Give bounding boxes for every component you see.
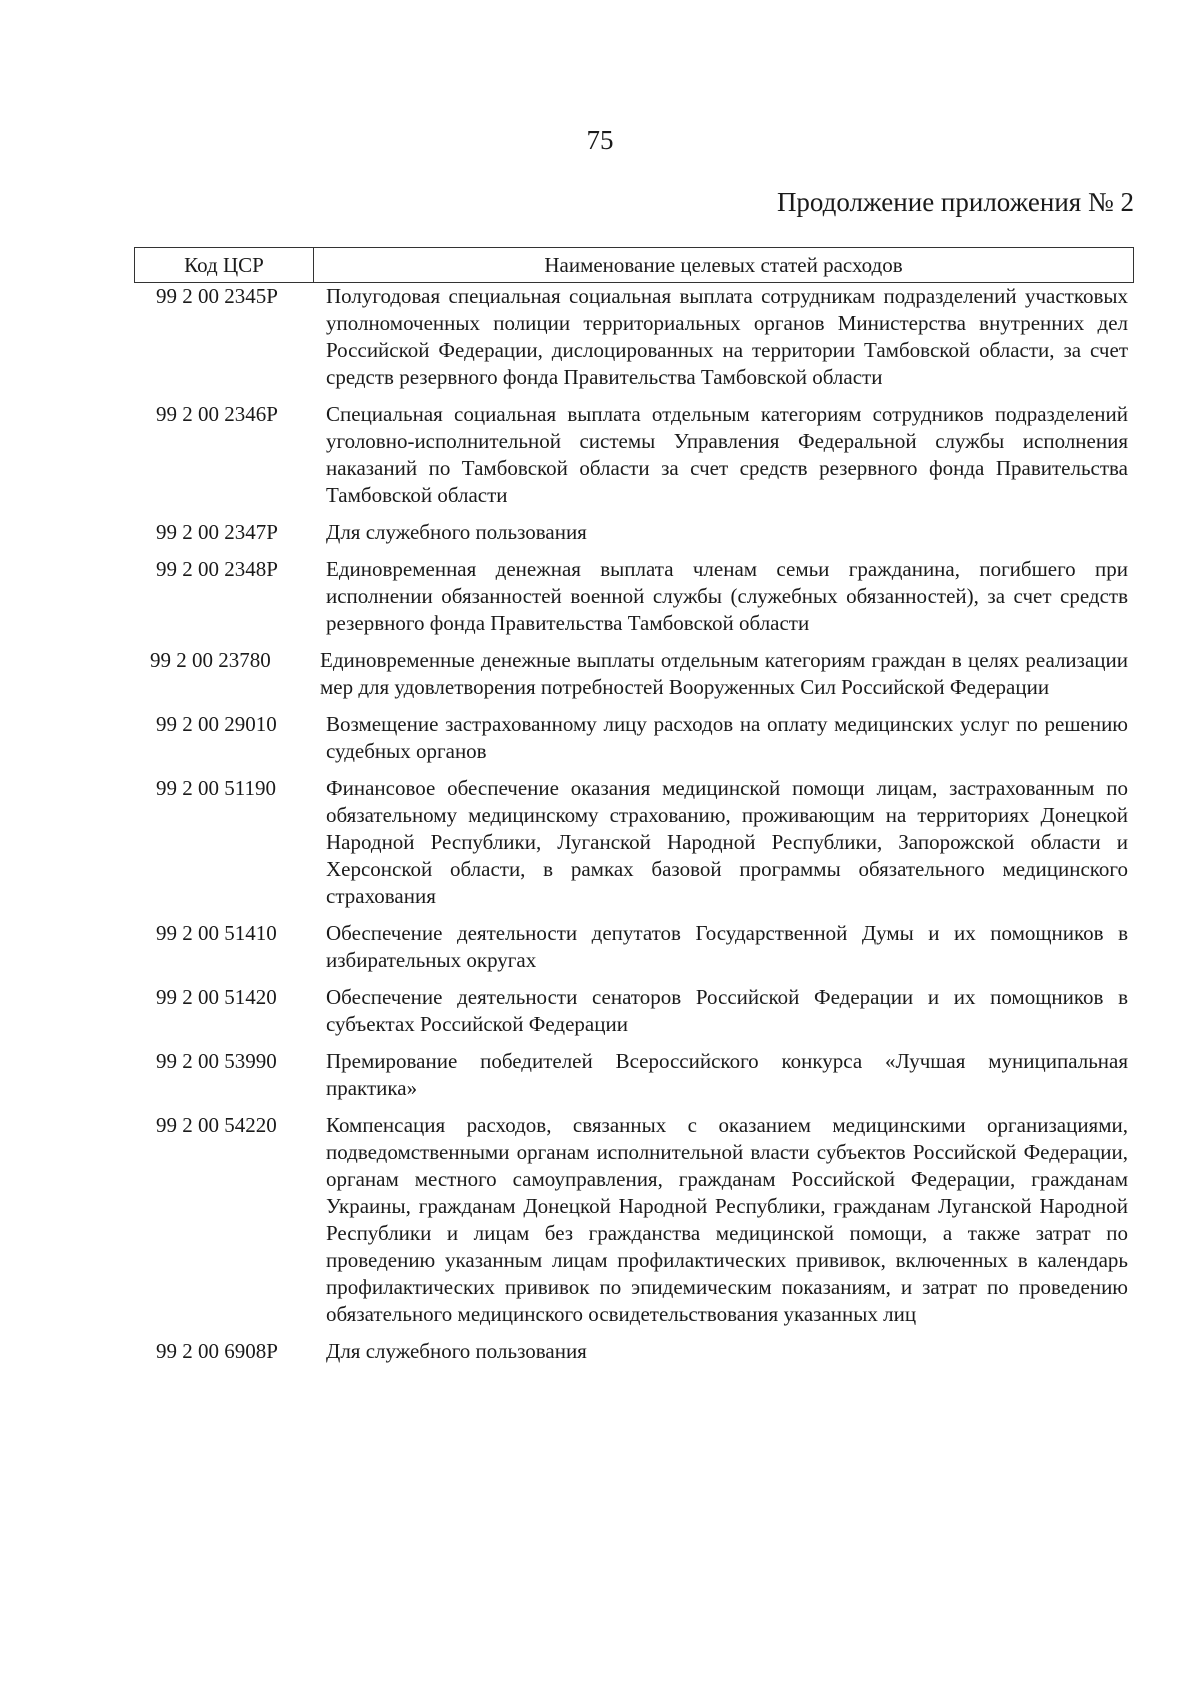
page-number: 75: [586, 125, 614, 155]
row-name: Обеспечение деятельности сенаторов Российской Федерации и их помощников в субъектах Российской Федерации: [326, 985, 1128, 1036]
table-header: [134, 247, 1134, 283]
budget-codes-table: [134, 247, 1134, 1365]
row-name: Для служебного пользования: [326, 1339, 587, 1363]
table-body: [134, 283, 1134, 1365]
table-row: [134, 283, 1134, 391]
row-code: 99 2 00 2347Р: [156, 520, 278, 544]
row-code: 99 2 00 54220: [156, 1113, 277, 1137]
row-code: 99 2 00 29010: [156, 712, 277, 736]
row-code: 99 2 00 2346Р: [156, 402, 278, 426]
row-code: 99 2 00 53990: [156, 1049, 277, 1073]
row-name: Премирование победителей Всероссийского конкурса «Лучшая муниципальная практика»: [326, 1049, 1128, 1100]
row-code: 99 2 00 51410: [156, 921, 277, 945]
header-name: Наименование целевых статей расходов: [544, 253, 903, 277]
row-name: Единовременные денежные выплаты отдельным категориям граждан в целях реализации мер для удовлетворения потребностей Вооруженных Сил Российской Федерации: [320, 648, 1128, 699]
row-name: Для служебного пользования: [326, 520, 587, 544]
header-code: Код ЦСР: [135, 248, 314, 282]
row-code: 99 2 00 2348Р: [156, 557, 278, 581]
table-row: [134, 984, 1134, 1038]
table-row: [134, 401, 1134, 509]
row-name: Возмещение застрахованному лицу расходов на оплату медицинских услуг по решению судебных органов: [326, 712, 1128, 763]
appendix-note: Продолжение приложения № 2: [776, 187, 1134, 217]
table-row: [134, 647, 1134, 701]
table-row: [134, 1338, 1134, 1365]
table-row: [134, 519, 1134, 546]
row-code: 99 2 00 51420: [156, 985, 277, 1009]
row-code: 99 2 00 51190: [156, 776, 276, 800]
row-name: Специальная социальная выплата отдельным категориям сотрудников подразделений уголовно-исполнительной системы Управления Федеральной службы исполнения наказаний по Тамбовской области за счет средств резервного фонда Правительства Тамбовской области: [326, 402, 1128, 507]
row-code: 99 2 00 23780: [150, 648, 271, 672]
row-name: Финансовое обеспечение оказания медицинской помощи лицам, застрахованным по обязательному медицинскому страхованию, проживающим на территориях Донецкой Народной Республики, Луганской Народной Республики, Запорожской области и Херсонской области, в рамках базовой программы обязательного медицинского страхования: [326, 776, 1128, 908]
table-row: [134, 920, 1134, 974]
table-row: [134, 1048, 1134, 1102]
row-name: Полугодовая специальная социальная выплата сотрудникам подразделений участковых уполномоченных полиции территориальных органов Министерства внутренних дел Российской Федерации, дислоцированных на территории Тамбовской области, за счет средств резервного фонда Правительства Тамбовской области: [326, 284, 1128, 389]
table-row: [134, 556, 1134, 637]
row-name: Компенсация расходов, связанных с оказанием медицинскими организациями, подведомственными органам исполнительной власти субъектов Российской Федерации, органам местного самоуправления, гражданам Российской Федерации, гражданам Украины, гражданам Донецкой Народной Республики, гражданам Луганской Народной Республики и лицам без гражданства медицинской помощи, а также затрат по проведению указанным лицам профилактических прививок, включенных в календарь профилактических прививок по эпидемическим показаниям, и затрат по проведению обязательного медицинского освидетельствования указанных лиц: [326, 1113, 1128, 1326]
table-row: [134, 711, 1134, 765]
row-code: 99 2 00 6908Р: [156, 1339, 278, 1363]
table-row: [134, 1112, 1134, 1328]
row-name: Обеспечение деятельности депутатов Государственной Думы и их помощников в избирательных округах: [326, 921, 1128, 972]
table-row: [134, 775, 1134, 910]
row-name: Единовременная денежная выплата членам семьи гражданина, погибшего при исполнении обязанностей военной службы (служебных обязанностей), за счет средств резервного фонда Правительства Тамбовской области: [326, 557, 1128, 635]
row-code: 99 2 00 2345Р: [156, 284, 278, 308]
